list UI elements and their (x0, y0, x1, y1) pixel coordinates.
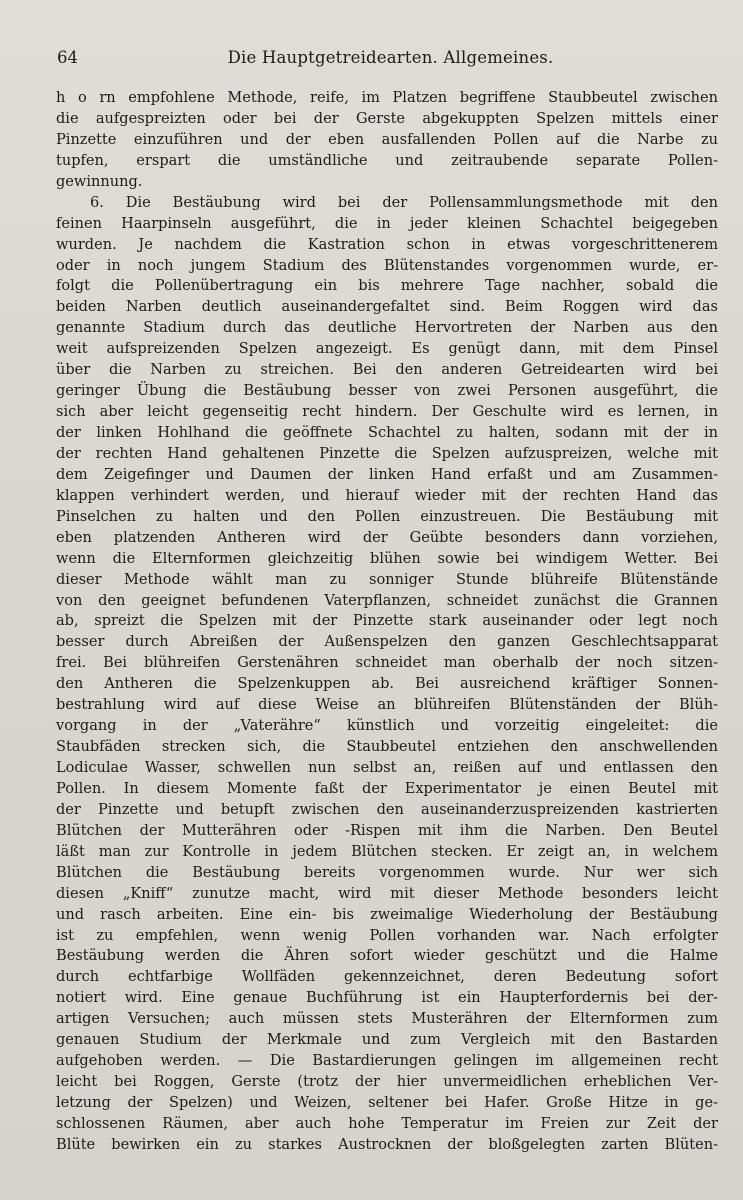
text-line: aufgehoben werden. — Die Bastardierungen gelingen im allgemeinen recht (56, 1052, 718, 1070)
text-line: über die Narben zu streichen. Bei den anderen Getreidearten wird bei (56, 361, 718, 379)
text-line: beiden Narben deutlich auseinandergefaltet sind. Beim Roggen wird das (56, 298, 718, 316)
text-line: leicht bei Roggen, Gerste (trotz der hier unvermeidlichen erheblichen Ver- (56, 1073, 718, 1091)
text-line: wurden. Je nachdem die Kastration schon in etwas vorgeschrittenerem (56, 235, 718, 253)
page-number: 64 (57, 48, 78, 67)
text-line: weit aufspreizenden Spelzen angezeigt. Es genügt dann, mit dem Pinsel (56, 340, 718, 358)
text-line: klappen verhindert werden, und hierauf wieder mit der rechten Hand das (56, 486, 718, 504)
text-line: dem Zeigefinger und Daumen der linken Hand erfaßt und am Zusammen- (56, 465, 718, 483)
text-line: genannte Stadium durch das deutliche Hervortreten der Narben aus den (56, 319, 718, 337)
text-line: Blütchen der Mutterähren oder -Rispen mit ihm die Narben. Den Beutel (56, 821, 718, 839)
text-line: tupfen, erspart die umständliche und zeitraubende separate Pollen- (56, 151, 718, 169)
text-line: der Pinzette und betupft zwischen den auseinanderzuspreizenden kastrierten (56, 800, 718, 818)
text-line: Pinzette einzuführen und der eben ausfallenden Pollen auf die Narbe zu (56, 130, 718, 148)
text-line: und rasch arbeiten. Eine ein- bis zweimalige Wiederholung der Bestäubung (56, 905, 718, 923)
text-line: Lodiculae Wasser, schwellen nun selbst an, reißen auf und entlassen den (56, 759, 718, 776)
text-line: genauen Studium der Merkmale und zum Vergleich mit den Bastarden (56, 1031, 718, 1049)
running-head-title: Die Hauptgetreidearten. Allgemeines. (227, 48, 554, 67)
text-line: besser durch Abreißen der Außenspelzen den ganzen Geschlechtsapparat (56, 633, 718, 651)
text-line: bestrahlung wird auf diese Weise an blühreifen Blütenständen der Blüh- (56, 696, 718, 714)
text-line: durch echtfarbige Wollfäden gekennzeichnet, deren Bedeutung sofort (56, 968, 718, 986)
text-line: die aufgespreizten oder bei der Gerste abgekuppten Spelzen mittels einer (56, 109, 718, 127)
text-line: letzung der Spelzen) und Weizen, seltener bei Hafer. Große Hitze in ge- (56, 1094, 718, 1111)
text-line: diesen „Kniff“ zunutze macht, wird mit dieser Methode besonders leicht (56, 884, 718, 902)
text-line: vorgang in der „Vaterähre“ künstlich und vorzeitig eingeleitet: die (56, 717, 718, 735)
running-head (57, 46, 724, 70)
text-line: Bestäubung werden die Ähren sofort wieder geschützt und die Halme (56, 947, 718, 965)
text-line: 6. Die Bestäubung wird bei der Pollensammlungsmethode mit den (90, 193, 718, 211)
text-line: frei. Bei blühreifen Gerstenähren schneidet man oberhalb der noch sitzen- (56, 654, 718, 672)
text-line: sich aber leicht gegenseitig recht hindern. Der Geschulte wird es lernen, in (56, 403, 718, 421)
text-line: oder in noch jungem Stadium des Blütenstandes vorgenommen wurde, er- (56, 256, 718, 274)
body-text (56, 88, 718, 1156)
text-line: schlossenen Räumen, aber auch hohe Temperatur im Freien zur Zeit der (56, 1114, 718, 1132)
text-line: eben platzenden Antheren wird der Geübte besonders dann vorziehen, (56, 528, 718, 546)
text-line: Blüte bewirken ein zu starkes Austrocknen der bloßgelegten zarten Blüten- (56, 1135, 718, 1153)
text-line: läßt man zur Kontrolle in jedem Blütchen stecken. Er zeigt an, in welchem (56, 842, 718, 860)
text-line: artigen Versuchen; auch müssen stets Musterähren der Elternformen zum (56, 1010, 718, 1028)
text-line: der linken Hohlhand die geöffnete Schachtel zu halten, sodann mit der in (56, 424, 718, 441)
text-line: Staubfäden strecken sich, die Staubbeutel entziehen den anschwellenden (56, 738, 718, 756)
text-line: wenn die Elternformen gleichzeitig blühen sowie bei windigem Wetter. Bei (56, 549, 718, 567)
text-line: ab, spreizt die Spelzen mit der Pinzette stark auseinander oder legt noch (56, 612, 718, 630)
text-line: den Antheren die Spelzenkuppen ab. Bei ausreichend kräftiger Sonnen- (56, 675, 718, 693)
text-line: gewinnung. (56, 172, 143, 190)
text-line: notiert wird. Eine genaue Buchführung ist ein Haupterfordernis bei der- (56, 989, 718, 1007)
text-line: Pollen. In diesem Momente faßt der Experimentator je einen Beutel mit (56, 779, 718, 797)
text-line: feinen Haarpinseln ausgeführt, die in jeder kleinen Schachtel beigegeben (56, 214, 718, 232)
text-line: h o rn empfohlene Methode, reife, im Platzen begriffene Staubbeutel zwischen (56, 89, 718, 106)
text-line: ist zu empfehlen, wenn wenig Pollen vorhanden war. Nach erfolgter (56, 926, 718, 944)
text-line: geringer Übung die Bestäubung besser von zwei Personen ausgeführt, die (56, 382, 718, 400)
text-line: folgt die Pollenübertragung ein bis mehrere Tage nachher, sobald die (56, 277, 718, 295)
text-line: der rechten Hand gehaltenen Pinzette die Spelzen aufzuspreizen, welche mit (56, 444, 718, 462)
text-line: dieser Methode wählt man zu sonniger Stunde blühreife Blütenstände (56, 570, 718, 588)
text-line: Blütchen die Bestäubung bereits vorgenommen wurde. Nur wer sich (56, 863, 718, 881)
text-line: Pinselchen zu halten und den Pollen einzustreuen. Die Bestäubung mit (56, 507, 718, 525)
text-line: von den geeignet befundenen Vaterpflanzen, schneidet zunächst die Grannen (56, 591, 718, 609)
